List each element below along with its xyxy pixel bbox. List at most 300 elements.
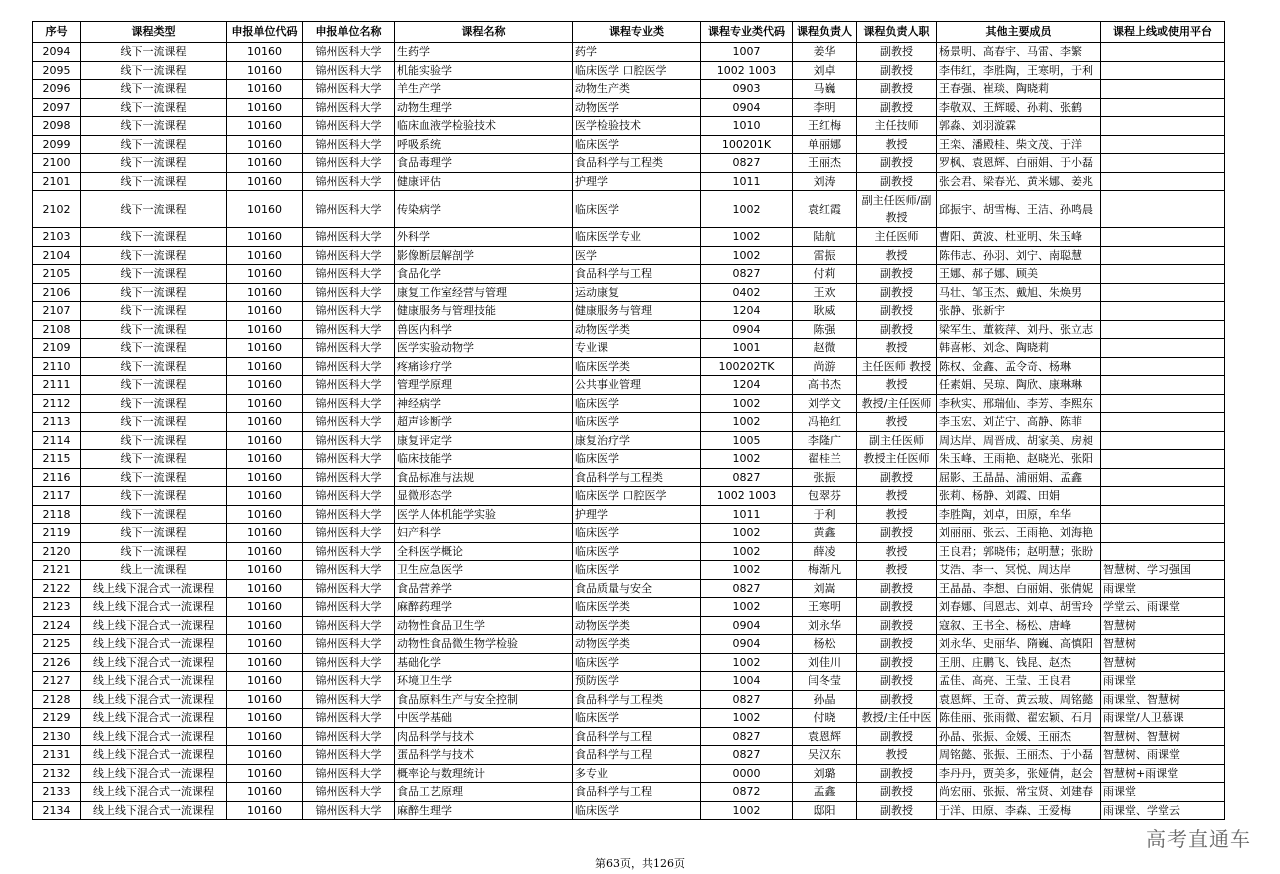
table-row: [33, 579, 1225, 598]
cell-seq: 2132: [33, 764, 81, 783]
cell-seq: 2121: [33, 561, 81, 580]
table-row: [33, 487, 1225, 506]
cell-seq: 2125: [33, 635, 81, 654]
cell-platform: [1101, 283, 1225, 302]
cell-major-category: 健康服务与管理: [573, 302, 701, 321]
cell-course-type: 线上线下混合式一流课程: [81, 579, 227, 598]
cell-major-code: 100201K: [701, 135, 793, 154]
cell-course-type: 线上线下混合式一流课程: [81, 690, 227, 709]
cell-major-code: 1007: [701, 43, 793, 62]
cell-major-code: 0904: [701, 616, 793, 635]
cell-leader-title: 副教授: [857, 98, 937, 117]
cell-leader: 梅渐凡: [793, 561, 857, 580]
col-header-leader: 课程负责人: [793, 22, 857, 43]
cell-major-code: 1002: [701, 561, 793, 580]
cell-platform: [1101, 524, 1225, 543]
cell-leader: 马巍: [793, 80, 857, 99]
cell-leader: 孟鑫: [793, 783, 857, 802]
cell-major-category: 临床医学: [573, 394, 701, 413]
cell-major-category: 临床医学 口腔医学: [573, 61, 701, 80]
cell-unit-name: 锦州医科大学: [303, 727, 395, 746]
cell-unit-name: 锦州医科大学: [303, 320, 395, 339]
cell-platform: 雨课堂、学堂云: [1101, 801, 1225, 820]
cell-leader: 王寒明: [793, 598, 857, 617]
cell-platform: 智慧树、学习强国: [1101, 561, 1225, 580]
cell-leader: 袁红霞: [793, 191, 857, 228]
cell-leader-title: 副教授: [857, 172, 937, 191]
cell-major-category: 临床医学: [573, 135, 701, 154]
cell-seq: 2117: [33, 487, 81, 506]
cell-seq: 2134: [33, 801, 81, 820]
cell-seq: 2109: [33, 339, 81, 358]
cell-seq: 2096: [33, 80, 81, 99]
cell-seq: 2133: [33, 783, 81, 802]
cell-platform: [1101, 135, 1225, 154]
col-header-seq: 序号: [33, 22, 81, 43]
cell-members: 马壮、邹玉杰、戴旭、朱焕男: [937, 283, 1101, 302]
cell-leader-title: 教授/主任医师: [857, 394, 937, 413]
cell-leader: 李明: [793, 98, 857, 117]
table-row: [33, 542, 1225, 561]
cell-members: 周铭懿、张振、王丽杰、于小磊: [937, 746, 1101, 765]
cell-members: 刘永华、史丽华、隋巍、高慎阳: [937, 635, 1101, 654]
cell-unit-code: 10160: [227, 302, 303, 321]
cell-major-category: 食品科学与工程: [573, 265, 701, 284]
cell-major-code: 1002: [701, 709, 793, 728]
cell-major-category: 多专业: [573, 764, 701, 783]
cell-leader-title: 教授: [857, 135, 937, 154]
cell-seq: 2119: [33, 524, 81, 543]
cell-major-category: 公共事业管理: [573, 376, 701, 395]
cell-course-name: 影像断层解剖学: [395, 246, 573, 265]
cell-members: 王朋、庄鹏飞、钱昆、赵杰: [937, 653, 1101, 672]
cell-leader: 冯艳红: [793, 413, 857, 432]
cell-course-name: 显微形态学: [395, 487, 573, 506]
cell-unit-name: 锦州医科大学: [303, 431, 395, 450]
cell-course-type: 线下一流课程: [81, 524, 227, 543]
cell-major-code: 1002: [701, 801, 793, 820]
cell-course-type: 线下一流课程: [81, 191, 227, 228]
cell-leader-title: 副教授: [857, 524, 937, 543]
cell-major-category: 动物医学类: [573, 635, 701, 654]
cell-unit-code: 10160: [227, 357, 303, 376]
cell-leader: 吴汉东: [793, 746, 857, 765]
cell-unit-code: 10160: [227, 80, 303, 99]
cell-leader: 姜华: [793, 43, 857, 62]
cell-course-name: 医学人体机能学实验: [395, 505, 573, 524]
cell-major-category: 食品科学与工程: [573, 746, 701, 765]
cell-course-type: 线下一流课程: [81, 228, 227, 247]
cell-leader-title: 教授: [857, 413, 937, 432]
cell-members: 李秋实、邢瑞仙、李芳、李熙东: [937, 394, 1101, 413]
cell-leader-title: 教授: [857, 746, 937, 765]
cell-platform: [1101, 172, 1225, 191]
cell-major-code: 1204: [701, 376, 793, 395]
cell-platform: 智慧树+雨课堂: [1101, 764, 1225, 783]
cell-course-name: 麻醉药理学: [395, 598, 573, 617]
cell-major-category: 医学检验技术: [573, 117, 701, 136]
cell-platform: 雨课堂: [1101, 579, 1225, 598]
cell-leader: 杨松: [793, 635, 857, 654]
cell-course-name: 麻醉生理学: [395, 801, 573, 820]
cell-course-name: 超声诊断学: [395, 413, 573, 432]
cell-leader-title: 副教授: [857, 598, 937, 617]
cell-platform: [1101, 117, 1225, 136]
cell-major-category: 临床医学: [573, 561, 701, 580]
cell-major-code: 1002: [701, 653, 793, 672]
cell-major-category: 临床医学: [573, 191, 701, 228]
cell-unit-code: 10160: [227, 801, 303, 820]
cell-members: 李伟红，李胜陶，王寒明，于利: [937, 61, 1101, 80]
cell-members: 杨景明、高春宇、马雷、李繁: [937, 43, 1101, 62]
cell-unit-name: 锦州医科大学: [303, 524, 395, 543]
cell-course-name: 临床血液学检验技术: [395, 117, 573, 136]
table-header-row: [33, 22, 1225, 43]
cell-leader: 单丽娜: [793, 135, 857, 154]
cell-seq: 2113: [33, 413, 81, 432]
table-row: [33, 135, 1225, 154]
cell-leader-title: 教授/主任中医: [857, 709, 937, 728]
cell-major-category: 临床医学: [573, 413, 701, 432]
col-header-leader-title: 课程负责人职: [857, 22, 937, 43]
cell-unit-name: 锦州医科大学: [303, 801, 395, 820]
cell-unit-code: 10160: [227, 709, 303, 728]
cell-course-type: 线上线下混合式一流课程: [81, 616, 227, 635]
cell-leader: 刘嵩: [793, 579, 857, 598]
table-row: [33, 413, 1225, 432]
cell-members: 李丹丹，贾美多，张娅倩，赵会: [937, 764, 1101, 783]
cell-unit-name: 锦州医科大学: [303, 80, 395, 99]
cell-unit-code: 10160: [227, 283, 303, 302]
cell-unit-code: 10160: [227, 653, 303, 672]
cell-unit-code: 10160: [227, 468, 303, 487]
cell-platform: [1101, 320, 1225, 339]
cell-unit-name: 锦州医科大学: [303, 690, 395, 709]
cell-major-category: 食品科学与工程: [573, 727, 701, 746]
cell-major-category: 临床医学 口腔医学: [573, 487, 701, 506]
cell-course-name: 生药学: [395, 43, 573, 62]
cell-leader-title: 教授: [857, 376, 937, 395]
cell-course-type: 线下一流课程: [81, 98, 227, 117]
cell-course-type: 线上线下混合式一流课程: [81, 598, 227, 617]
cell-course-type: 线下一流课程: [81, 357, 227, 376]
cell-major-code: 0904: [701, 635, 793, 654]
cell-platform: [1101, 376, 1225, 395]
cell-unit-code: 10160: [227, 191, 303, 228]
cell-seq: 2103: [33, 228, 81, 247]
cell-members: 李胜陶，刘卓，田原，牟华: [937, 505, 1101, 524]
cell-course-type: 线下一流课程: [81, 468, 227, 487]
cell-platform: 雨课堂、智慧树: [1101, 690, 1225, 709]
cell-major-category: 食品科学与工程类: [573, 468, 701, 487]
cell-unit-name: 锦州医科大学: [303, 764, 395, 783]
cell-major-code: 1002: [701, 191, 793, 228]
cell-leader: 刘学文: [793, 394, 857, 413]
cell-platform: [1101, 265, 1225, 284]
cell-major-code: 1002 1003: [701, 61, 793, 80]
cell-members: 王良君；郭晓伟；赵明慧；张盼: [937, 542, 1101, 561]
cell-major-category: 临床医学: [573, 801, 701, 820]
cell-major-code: 0827: [701, 265, 793, 284]
cell-seq: 2102: [33, 191, 81, 228]
cell-course-name: 中医学基础: [395, 709, 573, 728]
cell-major-category: 临床医学: [573, 653, 701, 672]
cell-major-category: 食品科学与工程: [573, 783, 701, 802]
cell-platform: [1101, 542, 1225, 561]
cell-leader-title: 副教授: [857, 320, 937, 339]
cell-unit-code: 10160: [227, 339, 303, 358]
cell-leader-title: 教授: [857, 505, 937, 524]
cell-course-type: 线下一流课程: [81, 542, 227, 561]
cell-platform: 学堂云、雨课堂: [1101, 598, 1225, 617]
watermark-text: 高考直通车: [1146, 827, 1251, 851]
table-row: [33, 302, 1225, 321]
cell-platform: 雨课堂: [1101, 783, 1225, 802]
cell-members: 张会君、梁春光、黄米娜、姜兆: [937, 172, 1101, 191]
cell-seq: 2106: [33, 283, 81, 302]
course-table-sheet: [32, 21, 1225, 820]
cell-members: 王晶晶、李想、白丽娟、张倩妮: [937, 579, 1101, 598]
cell-platform: 雨课堂: [1101, 672, 1225, 691]
cell-unit-name: 锦州医科大学: [303, 61, 395, 80]
table-row: [33, 616, 1225, 635]
col-header-major-category: 课程专业类: [573, 22, 701, 43]
cell-course-name: 食品原料生产与安全控制: [395, 690, 573, 709]
cell-course-type: 线下一流课程: [81, 450, 227, 469]
cell-unit-name: 锦州医科大学: [303, 357, 395, 376]
cell-seq: 2110: [33, 357, 81, 376]
cell-unit-name: 锦州医科大学: [303, 302, 395, 321]
cell-seq: 2124: [33, 616, 81, 635]
cell-seq: 2111: [33, 376, 81, 395]
cell-unit-name: 锦州医科大学: [303, 450, 395, 469]
cell-unit-code: 10160: [227, 579, 303, 598]
table-row: [33, 561, 1225, 580]
cell-course-name: 呼吸系统: [395, 135, 573, 154]
cell-members: 张静、张新宇: [937, 302, 1101, 321]
cell-unit-name: 锦州医科大学: [303, 172, 395, 191]
cell-course-name: 卫生应急医学: [395, 561, 573, 580]
cell-unit-name: 锦州医科大学: [303, 413, 395, 432]
cell-course-name: 全科医学概论: [395, 542, 573, 561]
cell-course-name: 临床技能学: [395, 450, 573, 469]
table-row: [33, 505, 1225, 524]
cell-major-category: 动物医学类: [573, 616, 701, 635]
cell-course-type: 线下一流课程: [81, 61, 227, 80]
cell-course-name: 外科学: [395, 228, 573, 247]
cell-major-category: 临床医学: [573, 524, 701, 543]
cell-unit-name: 锦州医科大学: [303, 154, 395, 173]
cell-leader: 邸阳: [793, 801, 857, 820]
cell-unit-code: 10160: [227, 690, 303, 709]
cell-unit-code: 10160: [227, 764, 303, 783]
cell-leader: 尚游: [793, 357, 857, 376]
cell-major-code: 1011: [701, 172, 793, 191]
cell-unit-name: 锦州医科大学: [303, 487, 395, 506]
cell-leader-title: 教授: [857, 246, 937, 265]
cell-members: 李敬双、王辉暖、孙莉、张鹤: [937, 98, 1101, 117]
cell-major-code: 1001: [701, 339, 793, 358]
cell-major-category: 专业课: [573, 339, 701, 358]
cell-seq: 2122: [33, 579, 81, 598]
cell-members: 郭淼、刘羽漩霖: [937, 117, 1101, 136]
cell-course-name: 兽医内科学: [395, 320, 573, 339]
table-row: [33, 172, 1225, 191]
cell-course-name: 环境卫生学: [395, 672, 573, 691]
cell-unit-name: 锦州医科大学: [303, 283, 395, 302]
cell-major-category: 预防医学: [573, 672, 701, 691]
cell-leader: 王欢: [793, 283, 857, 302]
cell-unit-name: 锦州医科大学: [303, 98, 395, 117]
table-row: [33, 690, 1225, 709]
cell-major-category: 临床医学: [573, 542, 701, 561]
cell-leader-title: 副主任医师: [857, 431, 937, 450]
cell-members: 梁军生、董筱萍、刘丹、张立志: [937, 320, 1101, 339]
cell-leader-title: 副教授: [857, 783, 937, 802]
cell-course-name: 羊生产学: [395, 80, 573, 99]
cell-leader-title: 副教授: [857, 690, 937, 709]
cell-members: 屈影、王晶晶、浦丽娟、孟鑫: [937, 468, 1101, 487]
cell-leader-title: 副教授: [857, 154, 937, 173]
cell-major-code: 1004: [701, 672, 793, 691]
cell-leader: 翟桂兰: [793, 450, 857, 469]
cell-seq: 2094: [33, 43, 81, 62]
cell-members: 罗枫、袁恩辉、白丽娟、于小磊: [937, 154, 1101, 173]
cell-course-type: 线下一流课程: [81, 154, 227, 173]
cell-major-code: 0827: [701, 579, 793, 598]
cell-course-type: 线上线下混合式一流课程: [81, 764, 227, 783]
cell-unit-name: 锦州医科大学: [303, 579, 395, 598]
cell-major-category: 食品科学与工程类: [573, 690, 701, 709]
cell-unit-code: 10160: [227, 616, 303, 635]
cell-platform: 智慧树: [1101, 616, 1225, 635]
cell-unit-code: 10160: [227, 413, 303, 432]
cell-major-category: 动物医学类: [573, 320, 701, 339]
cell-course-type: 线上线下混合式一流课程: [81, 653, 227, 672]
cell-course-name: 健康服务与管理技能: [395, 302, 573, 321]
cell-course-type: 线上线下混合式一流课程: [81, 746, 227, 765]
cell-leader-title: 副教授: [857, 672, 937, 691]
cell-unit-code: 10160: [227, 320, 303, 339]
cell-course-name: 动物生理学: [395, 98, 573, 117]
cell-platform: [1101, 468, 1225, 487]
table-row: [33, 764, 1225, 783]
cell-members: 韩喜彬、刘念、陶晓莉: [937, 339, 1101, 358]
cell-seq: 2115: [33, 450, 81, 469]
cell-course-name: 动物性食品卫生学: [395, 616, 573, 635]
cell-leader-title: 教授: [857, 542, 937, 561]
cell-leader: 陈强: [793, 320, 857, 339]
cell-course-type: 线下一流课程: [81, 302, 227, 321]
cell-course-name: 蛋品科学与技术: [395, 746, 573, 765]
cell-leader-title: 副教授: [857, 635, 937, 654]
cell-seq: 2114: [33, 431, 81, 450]
cell-unit-code: 10160: [227, 746, 303, 765]
cell-course-name: 医学实验动物学: [395, 339, 573, 358]
cell-leader: 刘佳川: [793, 653, 857, 672]
cell-unit-name: 锦州医科大学: [303, 265, 395, 284]
cell-unit-code: 10160: [227, 172, 303, 191]
cell-course-name: 管理学原理: [395, 376, 573, 395]
cell-members: 尚宏丽、张振、常宝贤、刘建春: [937, 783, 1101, 802]
cell-leader: 黄鑫: [793, 524, 857, 543]
cell-members: 袁恩辉、王奇、黄云玻、周铭懿: [937, 690, 1101, 709]
cell-platform: 智慧树、雨课堂: [1101, 746, 1225, 765]
cell-platform: [1101, 505, 1225, 524]
cell-course-type: 线下一流课程: [81, 172, 227, 191]
table-row: [33, 468, 1225, 487]
cell-major-category: 药学: [573, 43, 701, 62]
cell-leader: 雷振: [793, 246, 857, 265]
cell-members: 陈伟志、孙羽、刘宁、南聪慧: [937, 246, 1101, 265]
cell-course-type: 线上线下混合式一流课程: [81, 727, 227, 746]
cell-course-type: 线上线下混合式一流课程: [81, 783, 227, 802]
table-row: [33, 598, 1225, 617]
cell-leader: 高书杰: [793, 376, 857, 395]
cell-leader: 耿威: [793, 302, 857, 321]
cell-unit-name: 锦州医科大学: [303, 542, 395, 561]
course-table: [32, 21, 1225, 820]
cell-unit-code: 10160: [227, 394, 303, 413]
cell-major-category: 食品质量与安全: [573, 579, 701, 598]
cell-platform: [1101, 80, 1225, 99]
cell-unit-code: 10160: [227, 98, 303, 117]
cell-major-code: 1011: [701, 505, 793, 524]
cell-unit-name: 锦州医科大学: [303, 746, 395, 765]
cell-major-category: 临床医学: [573, 709, 701, 728]
cell-course-type: 线下一流课程: [81, 283, 227, 302]
cell-leader-title: 副教授: [857, 80, 937, 99]
table-row: [33, 191, 1225, 228]
cell-unit-name: 锦州医科大学: [303, 672, 395, 691]
cell-course-type: 线下一流课程: [81, 246, 227, 265]
cell-leader-title: 副教授: [857, 43, 937, 62]
cell-platform: [1101, 487, 1225, 506]
cell-course-type: 线下一流课程: [81, 117, 227, 136]
table-row: [33, 265, 1225, 284]
cell-unit-name: 锦州医科大学: [303, 505, 395, 524]
cell-platform: [1101, 61, 1225, 80]
cell-seq: 2095: [33, 61, 81, 80]
table-row: [33, 117, 1225, 136]
cell-unit-name: 锦州医科大学: [303, 561, 395, 580]
cell-seq: 2105: [33, 265, 81, 284]
col-header-course-name: 课程名称: [395, 22, 573, 43]
cell-major-code: 1005: [701, 431, 793, 450]
cell-members: 于洋、田原、李森、王爱梅: [937, 801, 1101, 820]
table-row: [33, 246, 1225, 265]
table-row: [33, 727, 1225, 746]
cell-course-type: 线下一流课程: [81, 431, 227, 450]
cell-unit-code: 10160: [227, 154, 303, 173]
cell-unit-code: 10160: [227, 246, 303, 265]
cell-seq: 2107: [33, 302, 81, 321]
page-footer: 第63页，共126页: [595, 857, 685, 870]
cell-leader-title: 教授: [857, 339, 937, 358]
cell-leader: 张振: [793, 468, 857, 487]
cell-unit-code: 10160: [227, 727, 303, 746]
cell-unit-name: 锦州医科大学: [303, 468, 395, 487]
cell-course-name: 食品化学: [395, 265, 573, 284]
table-row: [33, 43, 1225, 62]
cell-course-name: 妇产科学: [395, 524, 573, 543]
cell-unit-code: 10160: [227, 135, 303, 154]
cell-members: 曹阳、黄波、杜亚明、朱玉峰: [937, 228, 1101, 247]
cell-seq: 2104: [33, 246, 81, 265]
cell-unit-name: 锦州医科大学: [303, 339, 395, 358]
cell-leader: 付晓: [793, 709, 857, 728]
cell-major-code: 1002: [701, 246, 793, 265]
